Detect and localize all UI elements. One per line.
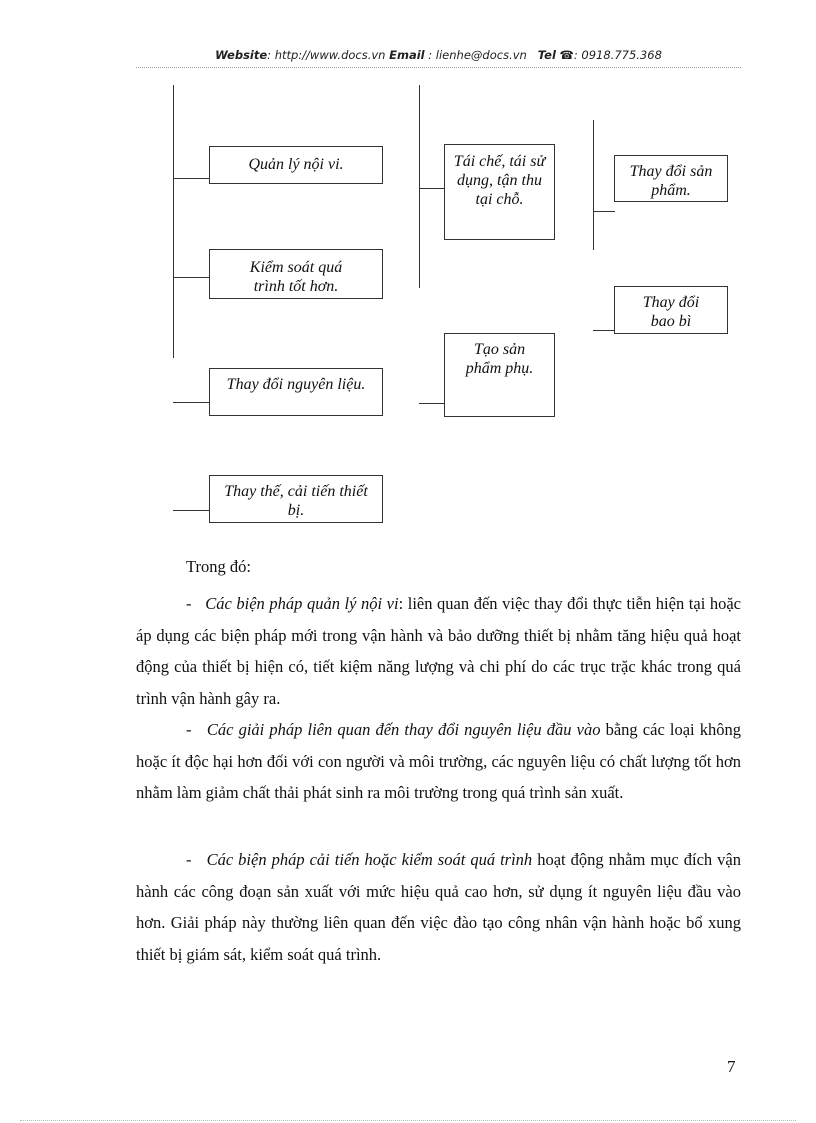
connector: [419, 85, 420, 288]
email-label: Email: [389, 48, 425, 62]
page-header: [136, 48, 741, 62]
footer-divider: [20, 1120, 796, 1121]
paragraph-nguyen-lieu: - Các giải pháp liên quan đến thay đổi nguyên liệu đầu vào bằng các loại không hoặc ít độc hại hơn đối với con người và môi trường, các nguyên liệu có chất lượng tốt hơn nhằm làm giảm chất thải phát sinh ra môi trường trong quá trình sản xuất.: [136, 720, 742, 802]
phone-icon: ☎: [559, 48, 574, 62]
diagram-box-tai-che: Tái chế, tái sử dụng, tận thu tại chỗ.: [444, 144, 555, 240]
diagram-box-thay-doi-nguyen-lieu: Thay đổi nguyên liệu.: [209, 368, 383, 416]
connector: [173, 402, 210, 403]
website-label: Website: [215, 48, 268, 62]
tel-value: : 0918.775.368: [573, 48, 662, 62]
connector: [173, 510, 210, 511]
diagram-box-thay-doi-san-pham: Thay đổi sản phẩm.: [614, 155, 728, 202]
diagram-box-tao-san-pham-phu: Tạo sản phẩm phụ.: [444, 333, 555, 417]
connector: [419, 188, 444, 189]
connector: [419, 403, 444, 404]
header-divider: [136, 67, 741, 68]
intro-text: Trong đó:: [186, 557, 251, 576]
diagram-box-quan-ly-noi-vi: Quản lý nội vi.: [209, 146, 383, 184]
diagram-box-kiem-soat-qua-trinh: Kiểm soát quá trình tốt hơn.: [209, 249, 383, 299]
diagram-box-thay-doi-bao-bi: Thay đổi bao bì: [614, 286, 728, 334]
connector: [173, 85, 174, 358]
website-value: : http://www.docs.vn: [267, 48, 386, 62]
connector: [593, 211, 615, 212]
page-number: 7: [727, 1057, 736, 1076]
connector: [173, 178, 210, 179]
paragraph-quan-ly-noi-vi: - Các biện pháp quản lý nội vi: liên quan đến việc thay đổi thực tiễn hiện tại hoặc áp dụng các biện pháp mới trong vận hành và bảo dưỡng thiết bị nhằm tăng hiệu quả hoạt động của thiết bị hiện có, tiết kiệm năng lượng và chi phí do các trục trặc khác trong quá trình vận hành gây ra.: [136, 594, 741, 708]
connector: [593, 330, 615, 331]
tel-label: Tel: [537, 48, 556, 62]
connector: [593, 120, 594, 250]
diagram-box-thay-the-thiet-bi: Thay thế, cải tiến thiết bị.: [209, 475, 383, 523]
connector: [173, 277, 210, 278]
paragraph-kiem-soat-qua-trinh: - Các biện pháp cải tiến hoặc kiểm soát quá trình hoạt động nhằm mục đích vận hành các công đoạn sản xuất với mức hiệu quả cao hơn, sử dụng ít nguyên liệu đầu vào hơn. Giải pháp này thường liên quan đến việc đào tạo công nhân vận hành hoặc bổ xung thiết bị giám sát, kiểm soát quá trình.: [136, 850, 742, 964]
email-value: : lienhe@docs.vn: [424, 48, 527, 62]
